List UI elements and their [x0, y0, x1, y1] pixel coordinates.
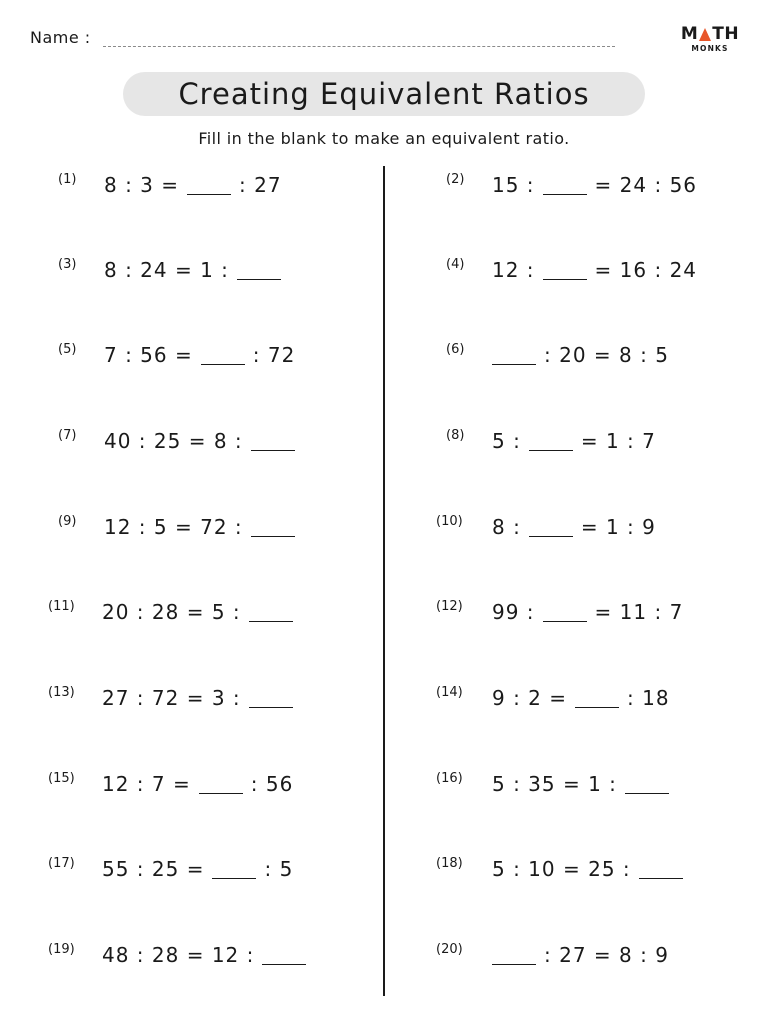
problem-expression	[492, 429, 656, 453]
problem-number: (13)	[48, 684, 75, 700]
problem-expression	[492, 857, 691, 881]
expr-before: 5 : 10 = 25 :	[492, 857, 631, 881]
problem-item	[58, 170, 282, 200]
expr-before: 12 :	[492, 258, 535, 282]
problem-item	[48, 597, 301, 627]
expr-after: : 20 = 8 : 5	[544, 343, 669, 367]
expr-after: : 27	[239, 173, 282, 197]
expr-after: = 1 : 7	[580, 429, 656, 453]
problem-number: (20)	[436, 941, 463, 957]
problem-number: (5)	[58, 341, 77, 357]
problem-number: (15)	[48, 770, 75, 786]
problem-expression	[102, 600, 301, 624]
expr-before: 5 : 35 = 1 :	[492, 772, 617, 796]
problem-item	[48, 769, 293, 799]
problem-item	[48, 940, 314, 970]
triangle-icon	[699, 28, 711, 41]
problem-item	[436, 854, 691, 884]
problem-number: (6)	[446, 341, 465, 357]
problem-expression	[492, 772, 677, 796]
problem-expression	[102, 943, 314, 967]
logo-subtext: MONKS	[691, 44, 729, 53]
answer-blank[interactable]	[249, 689, 293, 708]
problem-number: (11)	[48, 598, 75, 614]
problem-number: (4)	[446, 256, 465, 272]
problem-expression	[102, 686, 301, 710]
expr-before: 7 : 56 =	[104, 343, 193, 367]
problem-number: (8)	[446, 427, 465, 443]
problem-number: (17)	[48, 855, 75, 871]
problem-number: (9)	[58, 513, 77, 529]
problem-item	[48, 854, 293, 884]
problem-number: (1)	[58, 171, 77, 187]
page-title: Creating Equivalent Ratios	[178, 77, 590, 111]
expr-before: 20 : 28 = 5 :	[102, 600, 241, 624]
problem-number: (16)	[436, 770, 463, 786]
expr-before: 99 :	[492, 600, 535, 624]
problem-expression	[102, 857, 293, 881]
problem-item	[436, 512, 656, 542]
problem-item	[446, 170, 697, 200]
problem-item	[58, 340, 295, 370]
answer-blank[interactable]	[187, 176, 231, 195]
answer-blank[interactable]	[529, 432, 573, 451]
expr-before: 8 : 24 = 1 :	[104, 258, 229, 282]
expr-after: : 5	[264, 857, 294, 881]
expr-before: 5 :	[492, 429, 521, 453]
answer-blank[interactable]	[492, 346, 536, 365]
problem-item	[446, 340, 669, 370]
answer-blank[interactable]	[199, 775, 243, 794]
problem-expression	[492, 258, 697, 282]
expr-before: 8 : 3 =	[104, 173, 180, 197]
expr-before: 40 : 25 = 8 :	[104, 429, 243, 453]
problem-item	[436, 940, 669, 970]
problem-expression	[104, 173, 282, 197]
answer-blank[interactable]	[212, 860, 256, 879]
problem-number: (19)	[48, 941, 75, 957]
problem-number: (3)	[58, 256, 77, 272]
answer-blank[interactable]	[492, 946, 536, 965]
answer-blank[interactable]	[529, 518, 573, 537]
answer-blank[interactable]	[249, 603, 293, 622]
problem-expression	[104, 515, 303, 539]
answer-blank[interactable]	[237, 261, 281, 280]
math-monks-logo	[680, 26, 740, 53]
problem-expression	[492, 600, 683, 624]
expr-after: = 11 : 7	[594, 600, 684, 624]
problem-number: (7)	[58, 427, 77, 443]
problem-expression	[104, 343, 295, 367]
problem-item	[48, 683, 301, 713]
problem-item	[436, 769, 677, 799]
expr-after: : 27 = 8 : 9	[544, 943, 669, 967]
expr-after: = 16 : 24	[594, 258, 698, 282]
problem-number: (14)	[436, 684, 463, 700]
expr-before: 12 : 5 = 72 :	[104, 515, 243, 539]
expr-before: 15 :	[492, 173, 535, 197]
problem-expression	[492, 343, 669, 367]
answer-blank[interactable]	[543, 261, 587, 280]
problem-item	[436, 683, 670, 713]
problem-number: (12)	[436, 598, 463, 614]
answer-blank[interactable]	[543, 176, 587, 195]
problem-expression	[104, 258, 289, 282]
expr-after: : 18	[627, 686, 670, 710]
column-divider	[383, 166, 385, 996]
name-row	[30, 28, 615, 47]
problem-item	[436, 597, 683, 627]
problem-item	[58, 426, 303, 456]
expr-after: : 56	[250, 772, 294, 796]
problem-expression	[102, 772, 293, 796]
problem-number: (18)	[436, 855, 463, 871]
title-banner	[123, 72, 645, 116]
logo-letters-th: TH	[712, 24, 740, 44]
expr-before: 27 : 72 = 3 :	[102, 686, 241, 710]
logo-letter-m: M	[680, 24, 699, 44]
logo-wordmark	[680, 26, 740, 43]
name-label: Name :	[30, 28, 91, 47]
answer-blank[interactable]	[251, 518, 295, 537]
answer-blank[interactable]	[625, 775, 669, 794]
expr-before: 55 : 25 =	[102, 857, 205, 881]
answer-blank[interactable]	[201, 346, 245, 365]
answer-blank[interactable]	[262, 946, 306, 965]
expr-after: = 1 : 9	[580, 515, 656, 539]
answer-blank[interactable]	[543, 603, 587, 622]
problem-number: (2)	[446, 171, 465, 187]
problem-item	[58, 512, 303, 542]
problem-item	[446, 426, 656, 456]
problem-item	[446, 255, 697, 285]
name-field[interactable]	[103, 30, 615, 47]
problem-expression	[492, 943, 669, 967]
problem-expression	[492, 515, 656, 539]
expr-before: 9 : 2 =	[492, 686, 568, 710]
answer-blank[interactable]	[251, 432, 295, 451]
answer-blank[interactable]	[575, 689, 619, 708]
instruction-text: Fill in the blank to make an equivalent ratio.	[198, 129, 570, 148]
expr-after: = 24 : 56	[594, 173, 698, 197]
expr-after: : 72	[252, 343, 296, 367]
problem-expression	[492, 173, 697, 197]
problem-expression	[104, 429, 303, 453]
problem-expression	[492, 686, 670, 710]
problem-number: (10)	[436, 513, 463, 529]
problem-item	[58, 255, 289, 285]
expr-before: 12 : 7 =	[102, 772, 191, 796]
answer-blank[interactable]	[639, 860, 683, 879]
expr-before: 48 : 28 = 12 :	[102, 943, 255, 967]
expr-before: 8 :	[492, 515, 521, 539]
